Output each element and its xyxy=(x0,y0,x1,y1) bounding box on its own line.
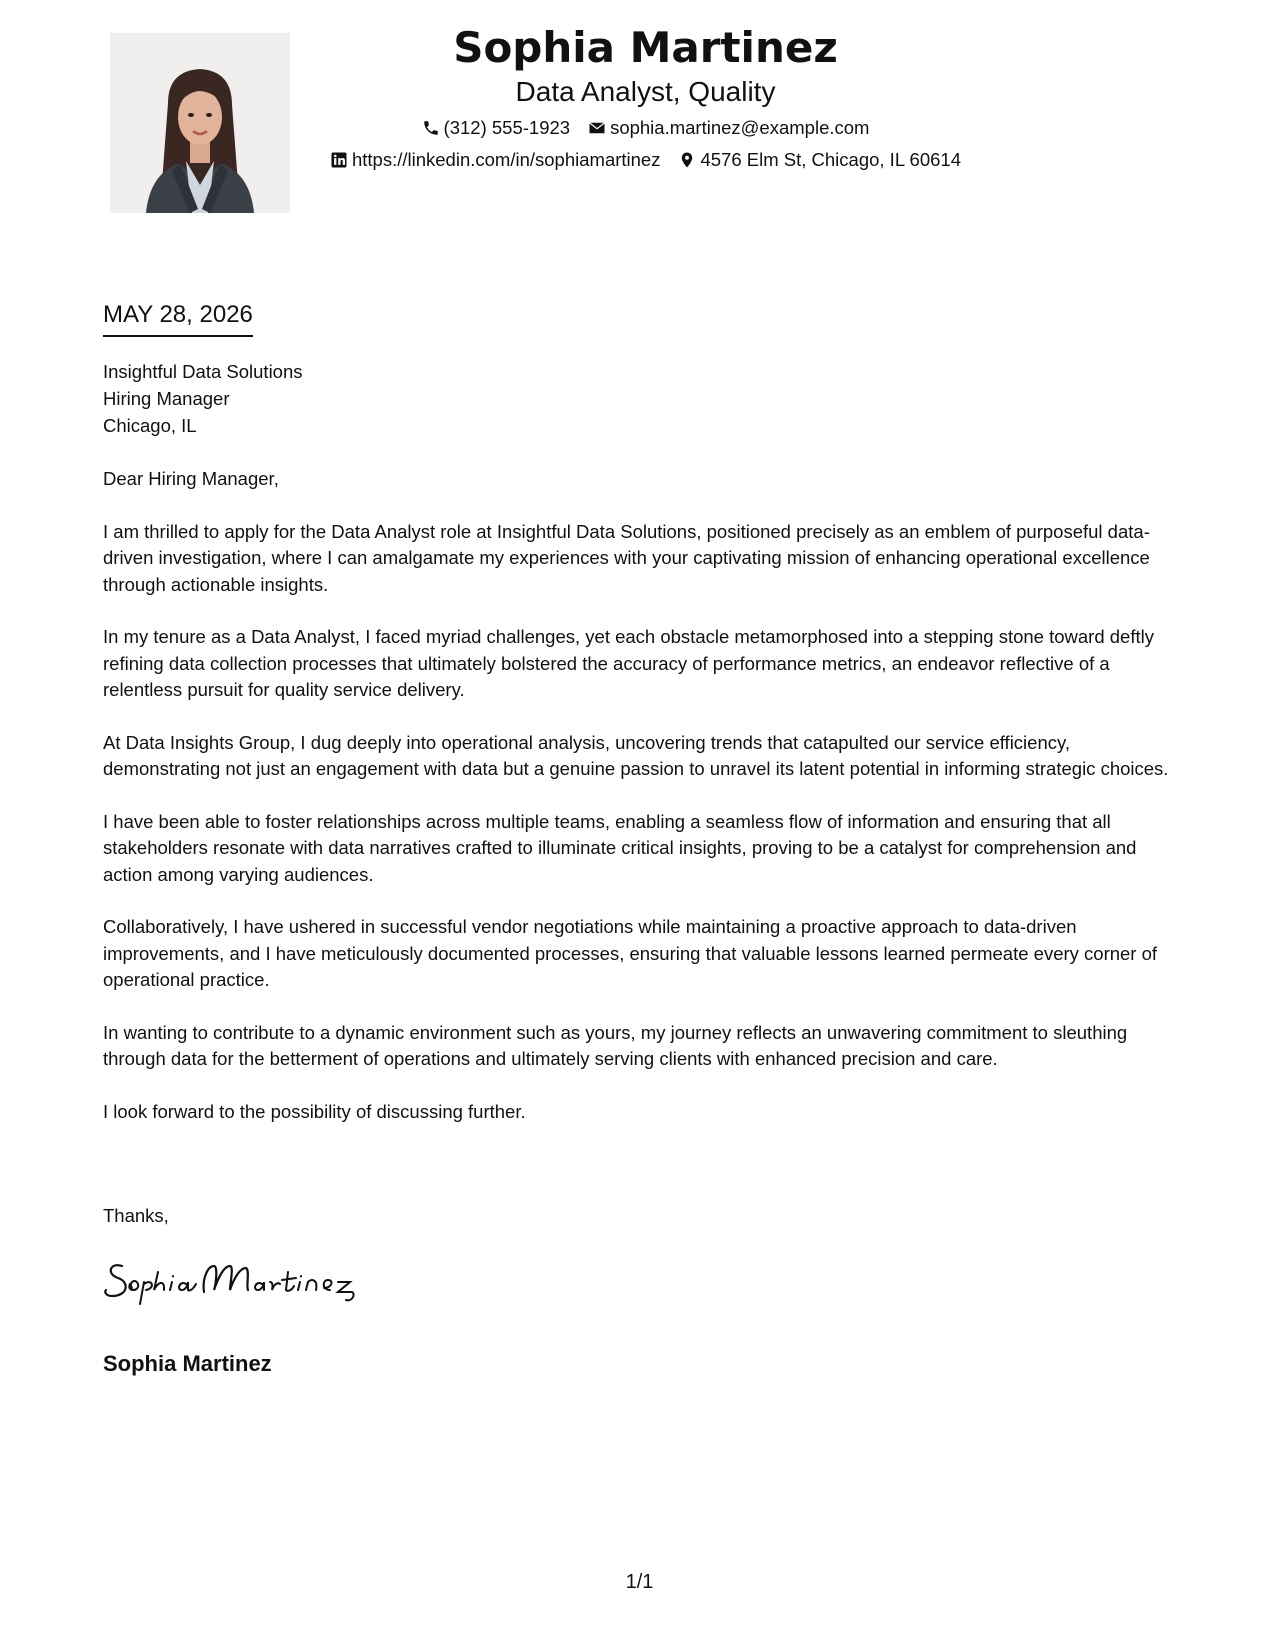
recipient-role: Hiring Manager xyxy=(103,388,230,409)
email-text[interactable]: sophia.martinez@example.com xyxy=(610,117,870,138)
applicant-title: Data Analyst, Quality xyxy=(515,76,776,107)
closing: Thanks, xyxy=(103,1205,169,1226)
contact-phone xyxy=(422,116,571,140)
envelope-icon xyxy=(588,119,606,137)
letter-date: MAY 28, 2026 xyxy=(103,300,253,337)
handwritten-signature xyxy=(100,1248,370,1308)
contact-address xyxy=(678,148,961,172)
recipient-block xyxy=(103,358,303,439)
linkedin-icon xyxy=(330,151,348,169)
linkedin-text[interactable]: https://linkedin.com/in/sophiamartinez xyxy=(351,149,661,170)
resume-header xyxy=(0,22,1275,172)
paragraph-2: In my tenure as a Data Analyst, I faced myriad challenges, yet each obstacle metamorphosed into a stepping stone toward deftly refining data collection processes that ultimately bolstered the accuracy of performance metrics, an endeavor reflective of a relentless pursuit for quality service delivery. xyxy=(103,626,1154,700)
phone-icon xyxy=(422,119,440,137)
recipient-company: Insightful Data Solutions xyxy=(103,361,303,382)
letter-body xyxy=(103,466,1178,1151)
contact-row-secondary xyxy=(16,148,1275,172)
paragraph-5: Collaboratively, I have ushered in successful vendor negotiations while maintaining a proactive approach to data-driven improvements, and I have meticulously documented processes, ensuring that valuable lessons learned permeate every corner of operational practice. xyxy=(103,916,1158,990)
map-marker-icon xyxy=(678,151,696,169)
paragraph-3: At Data Insights Group, I dug deeply into operational analysis, uncovering trends that catapulted our service efficiency, demonstrating not just an engagement with data but a genuine passion to unravel its latent potential in informing strategic choices. xyxy=(103,731,1169,779)
address-text: 4576 Elm St, Chicago, IL 60614 xyxy=(700,149,962,170)
phone-text: (312) 555-1923 xyxy=(443,117,571,138)
applicant-name: Sophia Martinez xyxy=(453,23,838,72)
greeting: Dear Hiring Manager, xyxy=(103,468,279,489)
page-number: 1/1 xyxy=(625,1571,654,1593)
paragraph-4: I have been able to foster relationships across multiple teams, enabling a seamless flow of information and ensuring that all stakeholders resonate with data narratives crafted to illuminate critical insights, proving to be a catalyst for comprehension and action among varying audiences. xyxy=(103,810,1137,885)
contact-row-primary xyxy=(16,116,1275,140)
paragraph-1: I am thrilled to apply for the Data Analyst role at Insightful Data Solutions, positioned precisely as an emblem of purposeful data-driven investigation, where I can amalgamate my experiences with your captivating mission of enhancing operational excellence through actionable insights. xyxy=(103,520,1150,595)
paragraph-6: In wanting to contribute to a dynamic environment such as yours, my journey reflects an unwavering commitment to sleuthing through data for the betterment of operations and ultimately serving clients with enhanced precision and care. xyxy=(103,1021,1128,1069)
contact-linkedin[interactable] xyxy=(330,148,660,172)
signer-name: Sophia Martinez xyxy=(103,1351,272,1376)
recipient-location: Chicago, IL xyxy=(103,415,197,436)
paragraph-7: I look forward to the possibility of discussing further. xyxy=(103,1100,526,1122)
contact-email[interactable] xyxy=(588,116,869,140)
